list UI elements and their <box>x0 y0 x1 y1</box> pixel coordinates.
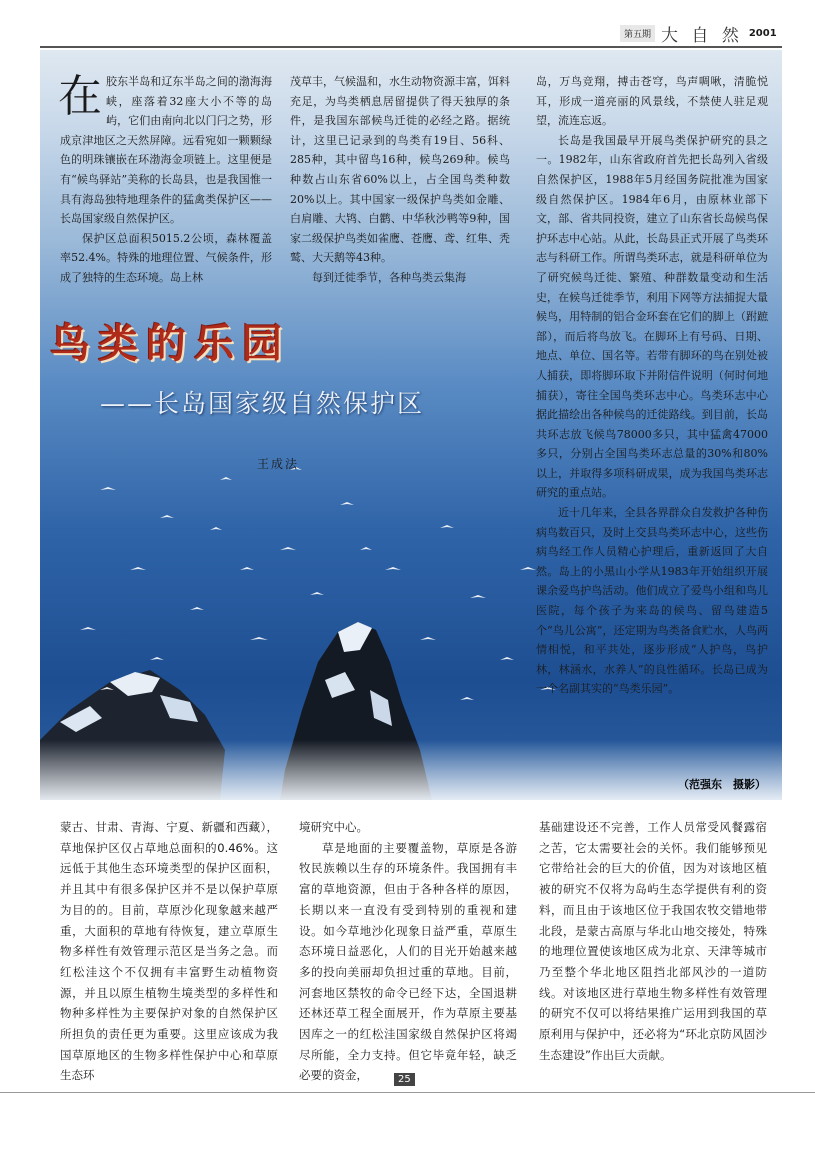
article-author: 王成法 <box>257 457 300 471</box>
column-1-paragraph-1: 在胶东半岛和辽东半岛之间的渤海海峡，座落着32座大小不等的岛屿，它们由南向北以门闩之势，形成京津地区之天然屏障。远看宛如一颗颗绿色的明珠镶嵌在环渤海金项链上。这里便是有“候鸟驿站”美称的长岛县，也是我国惟一具有海岛独特地理条件的猛禽类保护区——长岛国家级自然保护区。 <box>58 71 272 226</box>
article-title: 鸟类的乐园 <box>50 320 290 367</box>
issue-label: 第五期 <box>620 25 655 42</box>
bottom-column-3 <box>539 817 767 1065</box>
bottom-column-2-paragraph-1: 境研究中心。 <box>299 820 368 834</box>
bottom-column-1 <box>60 817 278 1086</box>
column-2-paragraph-2: 每到迁徙季节，各种鸟类云集海 <box>312 270 466 284</box>
column-3-paragraph-2: 长岛是我国最早开展鸟类保护研究的县之一。1982年，山东省政府首先把长岛列入省级自然保护区，1988年5月经国务院批准为国家级自然保护区。1984年6月，由原林业部下文，部、省共同投资，建立了山东省长岛候鸟保护环志中心站。从此，长岛县正式开展了鸟类环志与科研工作。所谓鸟类环志，就是科研单位为了研究候鸟迁徙、繁殖、种群数量变动和生活史，在候鸟迁徙季节，利用下网等方法捕捉大量候鸟，用特制的铝合金环套在它们的脚上（跗蹠部），而后将鸟放飞。在脚环上有号码、日期、地点、单位、国名等。若带有脚环的鸟在别处被人捕获，即将脚环取下并附信件说明（何时何地捕获），寄往全国鸟类环志中心。鸟类环志中心据此描绘出各种候鸟的迁徙路线。到目前，长岛共环志放飞候鸟78000多只，其中猛禽47000多只，分别占全国鸟类环志总量的30%和80%以上，并取得多项科研成果，成为我国鸟类环志研究的重点站。 <box>536 133 768 500</box>
bottom-column-2 <box>299 817 517 1086</box>
magazine-name: 大 自 然 <box>661 25 743 46</box>
photo-caption: （范强东 摄影） <box>678 778 766 791</box>
column-3-paragraph-3: 近十几年来，全县各界群众自发救护各种伤病鸟数百只，及时上交县鸟类环志中心，这些伤病鸟经工作人员精心护理后，重新返回了大自然。岛上的小黑山小学从1983年开始组织开展课余爱鸟护鸟活动。他们成立了爱鸟小组和鸟儿医院，每个孩子为来岛的候鸟、留鸟建造5个“鸟儿公寓”，还定期为鸟类备食贮水，人鸟两情相悦，和平共处，逐步形成“人护鸟，鸟护林，林涵水，水养人”的良性循环。长岛已成为一个名副其实的“鸟类乐园”。 <box>536 506 768 696</box>
article-column-1 <box>60 72 272 288</box>
bottom-column-2-paragraph-2: 草是地面的主要覆盖物，草原是各游牧民族赖以生存的环境条件。我国拥有丰富的草地资源，但由于各种各样的原因，长期以来一直没有受到特别的重视和建设。如今草地沙化现象日益严重，草原生态环境日益恶化，人们的目光开始越来越多的投向美丽却负担过重的草地。目前，河套地区禁牧的命令已经下达，全国退耕还林还草工程全面展开，作为草原主要基因库之一的红松洼国家级自然保护区将竭尽所能，全力支持。但它毕竟年轻，缺乏必要的资金， <box>299 840 517 1083</box>
column-1-paragraph-2: 保护区总面积5015.2公顷，森林覆盖率52.4%。特殊的地理位置、气候条件，形成了独特的生态环境。岛上林 <box>60 231 272 284</box>
column-3-paragraph-1: 岛，万鸟竞翔，搏击苍穹，鸟声啁啾，清脆悦耳，形成一道亮丽的风景线，不禁使人驻足观望，流连忘返。 <box>536 75 768 128</box>
bottom-column-1-text: 蒙古、甘肃、青海、宁夏、新疆和西藏），草地保护区仅占草地总面积的0.46%。这远低于其他生态环境类型的保护区面积，并且其中有很多保护区并不是以保护草原为目的的。目前，草原沙化现象越来越严重，大面积的草地有待恢复，建立草原生物多样性有效管理示范区是当务之急。而红松洼这个不仅拥有丰富野生动植物资源，并且以原生植物生境类型的多样性和物种多样性为主要保护对象的自然保护区所担负的责任更为重要。这里应该成为我国草原地区的生物多样性保护中心和草原生态环 <box>60 820 278 1083</box>
header-rule <box>40 46 782 48</box>
year-label: 2001 <box>748 27 777 39</box>
page-header <box>620 22 780 44</box>
article-column-3 <box>536 72 768 699</box>
bottom-rule <box>0 1092 815 1093</box>
drop-cap: 在 <box>58 71 102 122</box>
article-subtitle: ——长岛国家级自然保护区 <box>100 389 425 418</box>
page-number: 25 <box>394 1073 415 1086</box>
bottom-column-3-text: 基础建设还不完善，工作人员常受风餐露宿之苦，它太需要社会的关怀。我们能够预见它带给社会的巨大的价值，因为对该地区植被的研究不仅将为岛屿生态学提供有利的资料，而且由于该地区位于我国农牧交错地带北段，是蒙古高原与华北山地交接处，特殊的地理位置使该地区成为北京、天津等城市乃至整个华北地区阻挡北部风沙的一道防线。对该地区进行草地生物多样性有效管理的研究不仅可以将结果推广运用到我国的草原利用与保护中，还必将为“环北京防风固沙生态建设”作出巨大贡献。 <box>539 820 767 1062</box>
article-column-2 <box>290 72 510 288</box>
column-2-paragraph-1: 茂草丰，气候温和，水生动物资源丰富，饵料充足，为鸟类栖息居留提供了得天独厚的条件，是我国东部候鸟迁徙的必经之路。据统计，这里已记录到的鸟类有19目、56科、285种，其中留鸟16种，候鸟269种。候鸟种数占山东省60%以上，占全国鸟类种数20%以上。其中国家一级保护鸟类如金雕、白肩雕、大鸨、白鹳、中华秋沙鸭等9种，国家二级保护鸟类如雀鹰、苍鹰、鸢、红隼、秃鹫、大天鹅等43种。 <box>290 75 510 265</box>
